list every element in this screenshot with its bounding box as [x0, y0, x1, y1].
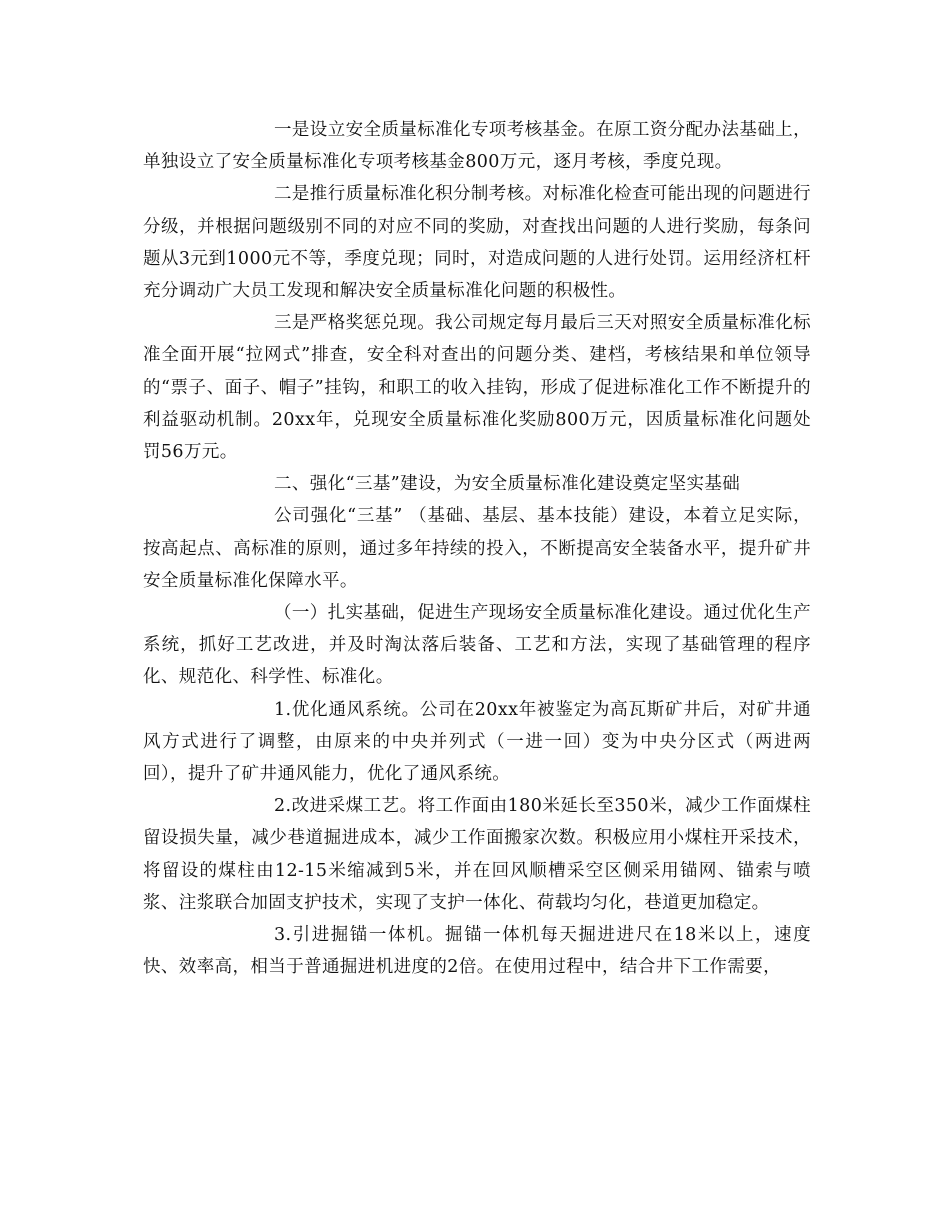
paragraph-solid-foundation: （一）扎实基础，促进生产现场安全质量标准化建设。通过优化生产系统，抓好工艺改进，并及时淘汰落后装备、工艺和方法，实现了基础管理的程序化、规范化、科学性、标准化。: [143, 603, 811, 688]
paragraph-mining-process: 2.改进采煤工艺。将工作面由180米延长至350米，减少工作面煤柱留设损失量，减少巷道掘进成本，减少工作面搬家次数。积极应用小煤柱开采技术，将留设的煤柱由12-15米缩减到5米，并在回风顺槽采空区侧采用锚网、锚索与喷浆、注浆联合加固支护技术，实现了支护一体化、荷载均匀化，巷道更加稳定。: [143, 796, 811, 913]
paragraph-rewards-penalties: 三是严格奖惩兑现。我公司规定每月最后三天对照安全质量标准化标准全面开展“拉网式”排查，安全科对查出的问题分类、建档，考核结果和单位领导的“票子、面子、帽子”挂钩，和职工的收入挂钩，形成了促进标准化工作不断提升的利益驱动机制。20xx年，兑现安全质量标准化奖励800万元，因质量标准化问题处罚56万元。: [143, 313, 811, 463]
paragraph-points-assessment: 二是推行质量标准化积分制考核。对标准化检查可能出现的问题进行分级，并根据问题级别不同的对应不同的奖励，对查找出问题的人进行奖励，每条问题从3元到1000元不等，季度兑现；同时，对造成问题的人进行处罚。运用经济杠杆充分调动广大员工发现和解决安全质量标准化问题的积极性。: [143, 184, 811, 302]
paragraph-bolter-miner: 3.引进掘锚一体机。掘锚一体机每天掘进进尺在18米以上，速度快、效率高，相当于普通掘进机进度的2倍。在使用过程中，结合井下工作需要，: [143, 925, 811, 978]
section-heading-three-basics: 二、强化“三基”建设，为安全质量标准化建设奠定坚实基础: [274, 474, 741, 495]
paragraph-three-basics: 公司强化“三基” （基础、基层、基本技能）建设，本着立足实际，按高起点、高标准的原则，通过多年持续的投入，不断提高安全装备水平，提升矿井安全质量标准化保障水平。: [143, 506, 811, 591]
document-body: [143, 114, 811, 983]
paragraph-ventilation: 1.优化通风系统。公司在20xx年被鉴定为高瓦斯矿井后，对矿井通风方式进行了调整，由原来的中央并列式（一进一回）变为中央分区式（两进两回），提升了矿井通风能力，优化了通风系统。: [143, 699, 811, 785]
paragraph-fund: 一是设立安全质量标准化专项考核基金。在原工资分配办法基础上，单独设立了安全质量标准化专项考核基金800万元，逐月考核，季度兑现。: [143, 120, 811, 173]
